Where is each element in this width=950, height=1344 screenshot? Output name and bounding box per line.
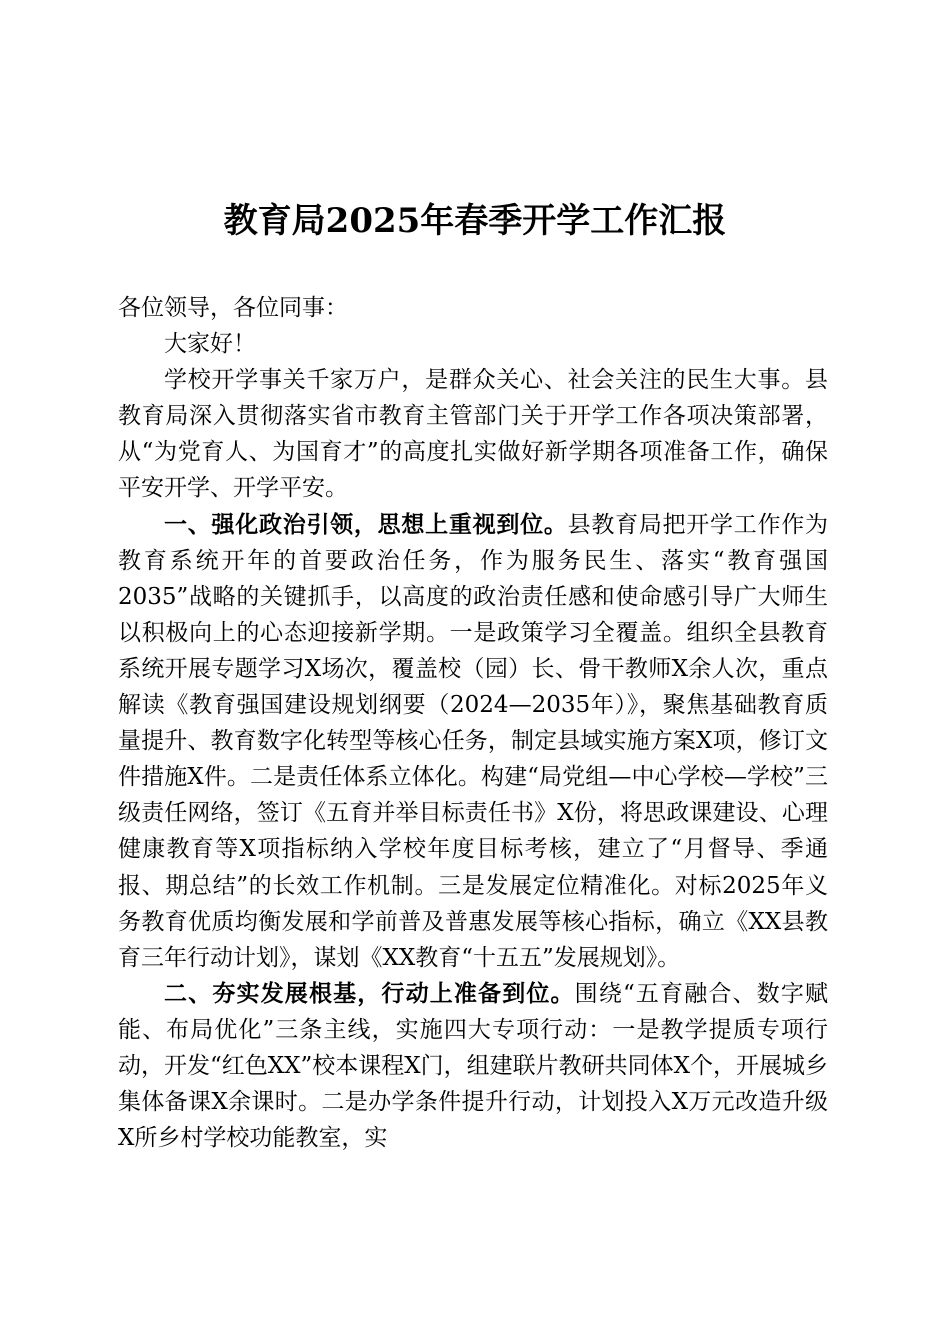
section-body-1: 县教育局把开学工作作为教育系统开年的首要政治任务，作为服务民生、落实“教育强国2035”战略的关键抓手，以高度的政治责任感和使命感引导广大师生以积极向上的心态迎接新学期。一是政策学习全覆盖。组织全县教育系统开展专题学习X场次，覆盖校（园）长、骨干教师X余人次，重点解读《教育强国建设规划纲要（2024—2035年）》，聚焦基础教育质量提升、教育数字化转型等核心任务，制定县域实施方案X项，修订文件措施X件。二是责任体系立体化。构建“局党组—中心学校—学校”三级责任网络，签订《五育并举目标责任书》X份，将思政课建设、心理健康教育等X项指标纳入学校年度目标考核，建立了“月督导、季通报、期总结”的长效工作机制。三是发展定位精准化。对标2025年义务教育优质均衡发展和学前普及普惠发展等核心指标，确立《XX县教育三年行动计划》，谋划《XX教育“十五五”发展规划》。 [118,511,829,971]
document-title: 教育局2025年春季开学工作汇报 [223,201,727,241]
salutation: 各位领导，各位同事： [118,295,348,321]
section-paragraph-2 [118,976,828,1156]
intro-paragraph: 学校开学事关千家万户，是群众关心、社会关注的民生大事。县教育局深入贯彻落实省市教育主管部门关于开学工作各项决策部署，从“为党育人、为国育才”的高度扎实做好新学期各项准备工作，确保平安开学、开学平安。 [118,367,828,502]
section-heading-1: 一、强化政治引领，思想上重视到位。 [164,511,568,538]
greeting: 大家好！ [164,331,256,358]
section-body-2: 围绕“五育融合、数字赋能、布局优化”三条主线，实施四大专项行动：一是教学提质专项行动，开发“红色XX”校本课程X门，组建联片教研共同体X个，开展城乡集体备课X余课时。二是办学条件提升行动，计划投入X万元改造升级X所乡村学校功能教室，实 [118,980,829,1152]
document-body [118,290,828,1156]
section-paragraph-1 [118,507,828,976]
section-heading-2: 二、夯实发展根基，行动上准备到位。 [164,980,575,1007]
